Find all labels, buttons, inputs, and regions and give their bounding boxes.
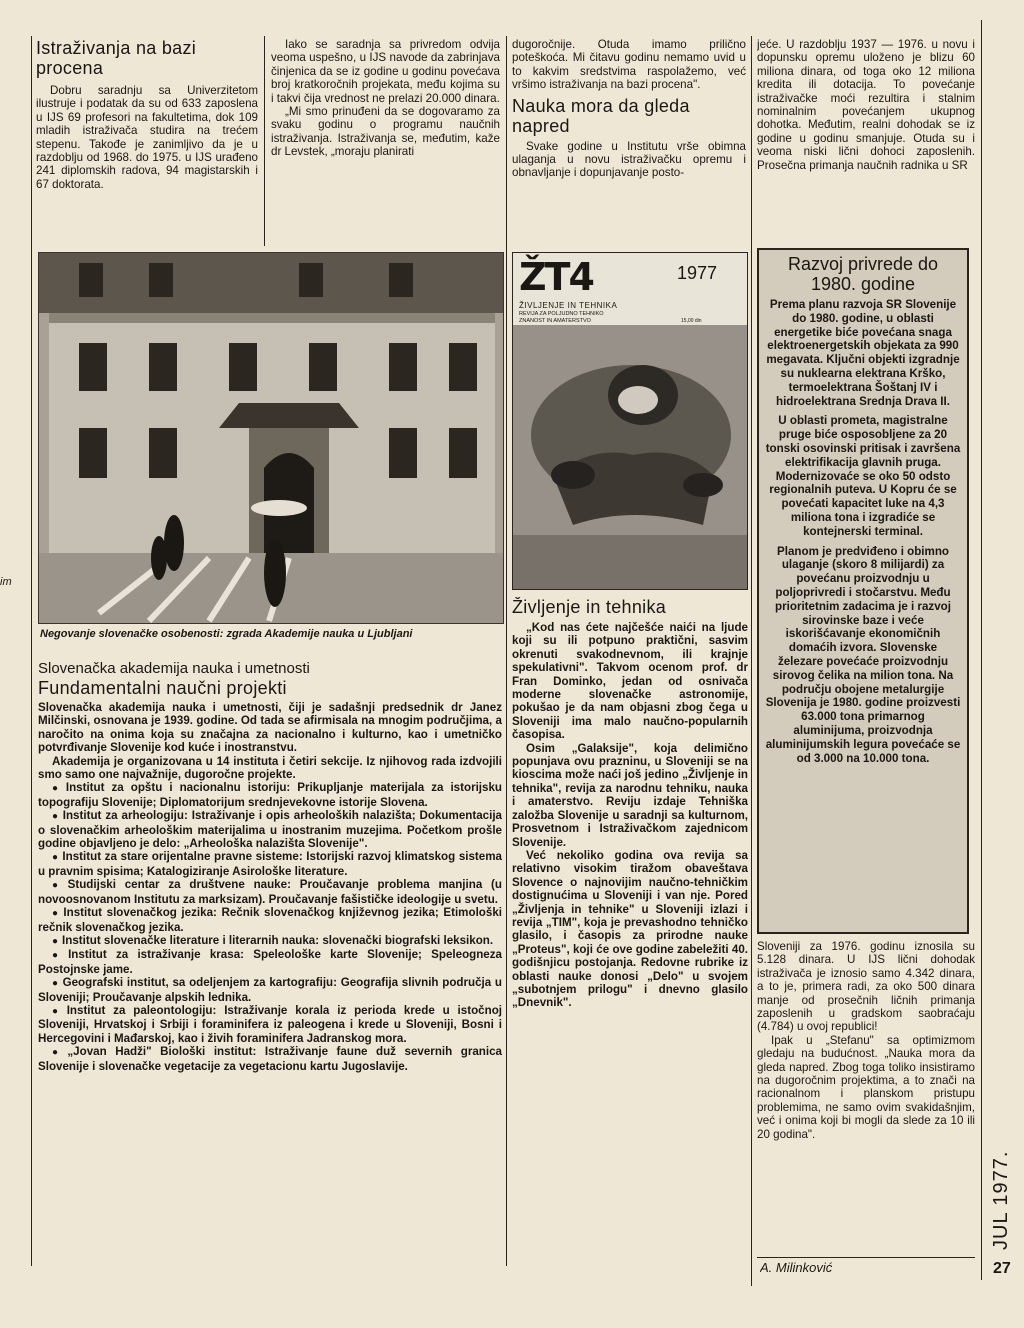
signature-rule	[757, 1257, 975, 1258]
bullet-icon: ●	[52, 1047, 64, 1059]
cover-tagline: REVIJA ZA POLJUDNO TEHNIKO	[519, 311, 604, 317]
bullet-icon: ●	[52, 880, 64, 892]
box-text: Prema planu razvoja SR Slovenije do 1980. godine, u oblasti energetike biće povećana snaga elektroenergetskih objekata za 990 megavata. Ključni objekti izgradnje su nuklearna elektrana Krško, termoelektrana Šoštanj IV i hidroelektrana Srednja Drava II. U oblasti prometa, magistralne pruge biće osposobljene za 20 tonski osovinski pritisak i završena elektrifikacija glavnih pruga. Modernizovaće se oko 50 odsto regionalnih puteva. U Kopru će se povećati kapacitet luke na 4,3 miliona tona i izgradiće se kontejnerski terminal. Planom je predviđeno i obimno ulaganje (skoro 8 milijardi) za povećanu proizvodnju u poljoprivredi i stočarstvu. Među prioritetnim zadacima je i razvoj sirovinske baze i veće iskorišćavanje ekonomičnih domaćih izvora. Slovenske železare povećaće proizvodnju sirovog čelika na milion tona. Na području obojene metalurgije Slovenija je 1980. godine proizvesti 63.000 tona primarnog aluminijuma, proizvodnja aluminijumskih legura povećaće se od 3.000 na 10.000 tona.	[765, 298, 961, 765]
academy-building-photo	[38, 252, 504, 624]
bullet-icon: ●	[52, 935, 59, 947]
column-4-top	[757, 38, 975, 260]
list-item: ● Institut za paleontologiju: Istraživanje korala iz perioda krede u istočnoj Sloveniji, Hrvatskoj i Srbiji i foraminifera iz paleogena i krede u Sloveniji, Bosni i Hercegovini i Mađarskoj, kao i živih foraminifera Jadranskog mora.	[38, 1003, 502, 1045]
magazine-cover	[512, 252, 748, 590]
issue-date: JUL 1977.	[990, 1150, 1012, 1250]
column-4-bottom	[757, 940, 975, 1250]
diver-illustration	[513, 325, 748, 590]
list-item: ● Institut za arheologiju: Istraživanje i opis arheoloških nalazišta; Dokumentacija o slovenačkim arheološkim materijalima u inostranim muzejima. Početkom prošle godine objavljeno je delo: „Arheološka nalazišta Slovenije".	[38, 809, 502, 851]
list-item: ● Institut za istraživanje krasa: Speleološke karte Slovenije; Speleogneza Postojnske jame.	[38, 948, 502, 976]
article-text: „Kod nas ćete najčešće naići na ljude koji su ili potpuno praktični, sasvim okrenuti svakodnevnom, ili krajnje spekulativni". Takvom ocenom prof. dr Fran Dominko, jedan od osnivača moderne slovenačke astronomije, pokušao je da nam objasni zbog čega u Sloveniji ima malo naučno-popularnih časopisa. Osim „Galaksije", koja delimično popunjava ovu prazninu, u Sloveniji se na kioscima može naći još jedino „Življenje in tehnika", revija za narodnu tehniku, nauka i amaterstvo. Reviju izdaje Tehniška založba Slovenije u saradnji sa kulturnom, Prosvetnom i Istraživačkom zajednicom Slovenije. Već nekoliko godina ova revija sa relativno visokim tiražom obaveštava Slovence o najnovijim naučno-tehničkim dostignućima u Sloveniji i van nje. Pored „Življenja in tehnike" u Sloveniji izlazi i revija „TIM", koja je prevashodno tehničko glasilo, i časopis za prirodne nauke „Proteus", koji će ove godine zabeležiti 40. godišnjicu postojanja. Redovne rubrike iz oblasti nauke donosi „Delo" u svojem „subotnjem prilogu" i dnevno glasilo „Dnevnik".	[512, 621, 748, 1010]
list-item: ● Institut za stare orijentalne pravne sisteme: Istorijski razvoj klimatskog sistema u pravnim spisima; Katalogiziranje Asirološke literature.	[38, 850, 502, 878]
box-title: Razvoj privrede do 1980. godine	[787, 254, 939, 294]
column-1-top	[36, 38, 258, 243]
article-text: jeće. U razdoblju 1937 — 1976. u novu i dopunsku opremu uloženo je blizu 60 miliona dinara, od toga oko 12 miliona kredita ili dotacija. To povećanje istraživačke moći rezultira i stalnim nominalnim povećanjem ukupnog dohotka. Međutim, realni dohodak se iz godine u godinu smanjuje. Otuda su i veoma niski lični dohoci zaposlenih. Prosečna primanja naučnih radnika u SR	[757, 38, 975, 172]
cover-header	[517, 255, 745, 325]
article-text: Iako se saradnja sa privredom odvija veoma uspešno, u IJS navode da zabrinjava činjenica da se iz godine u godinu povećava broj kratkoročnih projekata, među kojima su i takvi čija vrednost ne prelazi 20.000 dinara. „Mi smo prinuđeni da se dogovaramo za svaku godinu o programu naučnih istraživanja. Istraživanja se, međutim, kaže dr Levstek, „moraju planirati	[271, 38, 500, 159]
economy-development-box	[757, 248, 969, 934]
article-subheading: Slovenačka akademija nauka i umetnosti	[38, 660, 310, 677]
column-2-top	[271, 38, 500, 243]
article-text: dugoročnije. Otuda imamo prilično poteškoća. Mi čitavu godinu nemamo uvid u to kakvim sredstvima raspolažemo, već vršimo istraživanja na bazi procena".	[512, 38, 746, 92]
bullet-icon: ●	[52, 978, 59, 990]
bullet-icon: ●	[52, 811, 59, 823]
margin-fragment: im	[0, 576, 12, 588]
column-rule	[506, 36, 507, 1266]
academy-article	[38, 660, 502, 1270]
bullet-icon: ●	[52, 950, 65, 962]
photo-caption: Negovanje slovenačke osobenosti: zgrada Akademije nauka u Ljubljani	[40, 628, 413, 640]
article-text: Sloveniji za 1976. godinu iznosila su 5.128 dinara. U IJS lični dohodak istraživača je iznosio samo 4.342 dinara, a to je, primera radi, za oko 500 dinara manje od prosečnih ličnih primanja zaposlenih u gradskom saobraćaju (4.784) u ovoj republici! Ipak u „Stefanu" sa optimizmom gledaju na budućnost. „Nauka mora da gleda napred. Zbog toga toliko insistiramo na dugoročnim projektima, a to znači na racionalnom i planskom pristupu problemima, ne samo ovim svakidašnjim, već i onima koji bi mogli da slede za 10 ili 20 godina".	[757, 940, 975, 1141]
section-heading: Istraživanja na bazi procena	[36, 38, 197, 78]
column-rule	[264, 36, 265, 246]
cover-title: ŽIVLJENJE IN TEHNIKA	[519, 301, 618, 310]
article-text: Svake godine u Institutu vrše obimna ulaganja u novu istraživačku opremu i obnavljanje i dopunjavanje posto-	[512, 139, 746, 180]
article-text: Dobru saradnju sa Univerzitetom ilustruje i podatak da su od 633 zaposlena u IJS 69 profesori na fakultetima, dok 109 mladih istraživača studira na trećem stepenu. Takođe je zanimljivo da je u razdoblju od 1968. do 1975. u IJS urađeno 241 diplomskih radova, 94 magistarskih i 67 doktorata.	[36, 84, 258, 191]
list-item: ● Geografski institut, sa odeljenjem za kartografiju: Geografija slivnih područja u Sloveniji; Proučavanje alpskih lednika.	[38, 976, 502, 1004]
institute-list	[38, 781, 502, 1073]
building-illustration	[39, 253, 504, 624]
list-item: ● Institut slovenačke literature i literarnih nauka: slovenački biografski leksikon.	[52, 933, 494, 947]
magazine-article	[512, 597, 748, 1277]
section-heading: Nauka mora da gleda napred	[512, 95, 690, 136]
bullet-icon: ●	[52, 783, 62, 795]
magazine-logo: ŽT4	[519, 255, 593, 299]
page-edge-rule	[981, 20, 982, 1280]
list-item: ● Institut slovenačkog jezika: Rečnik slovenačkog književnog jezika; Etimološki rečnik slovenačkog jezika.	[38, 906, 502, 934]
author-signature: A. Milinković	[760, 1260, 833, 1275]
bullet-icon: ●	[52, 908, 60, 920]
article-heading: Fundamentalni naučni projekti	[38, 678, 287, 698]
column-rule	[751, 36, 752, 1286]
list-item: ● „Jovan Hadži" Biološki institut: Istraživanje faune duž severnih granica Slovenije i slovenačke vegetacije za vegetacionu kartu Jugoslavije.	[38, 1045, 502, 1073]
bullet-icon: ●	[52, 852, 59, 864]
column-rule	[31, 36, 32, 1266]
list-item: ● Studijski centar za društvene nauke: Proučavanje problema manjina (u novoosnovanom Institutu za marksizam). Proučavanje fašističke ideologije u svetu.	[38, 878, 502, 906]
article-intro: Slovenačka akademija nauka i umetnosti, čiji je sadašnji predsednik dr Janez Milčinski, osnovana je 1939. godine. Od tada se afirmisala na mnogim područjima, a naročito na onima koja su značajna za nacionalno i kulturno, kao i umetničko potvrđivanje Slovenije kod kuće i inostranstvu. Akademija je organizovana u 14 instituta i četiri sekcije. Iz njihovog rada izdvojili smo samo one najvažnije, dugoročne projekte.	[38, 701, 502, 782]
cover-year: 1977	[677, 263, 718, 283]
section-heading: Življenje in tehnika	[512, 597, 667, 617]
cover-price: 15,00 din	[681, 318, 702, 324]
list-item: ● Institut za opštu i nacionalnu istoriju: Prikupljanje materijala za istorijsku topografiju Slovenije; Diplomatorijum srednjevekovne istorije Slovena.	[38, 781, 502, 809]
cover-tagline: ZNANOST IN AMATERSTVO	[519, 318, 591, 324]
bullet-icon: ●	[52, 1005, 63, 1017]
column-3-top	[512, 38, 746, 253]
page-number: 27	[993, 1260, 1011, 1277]
